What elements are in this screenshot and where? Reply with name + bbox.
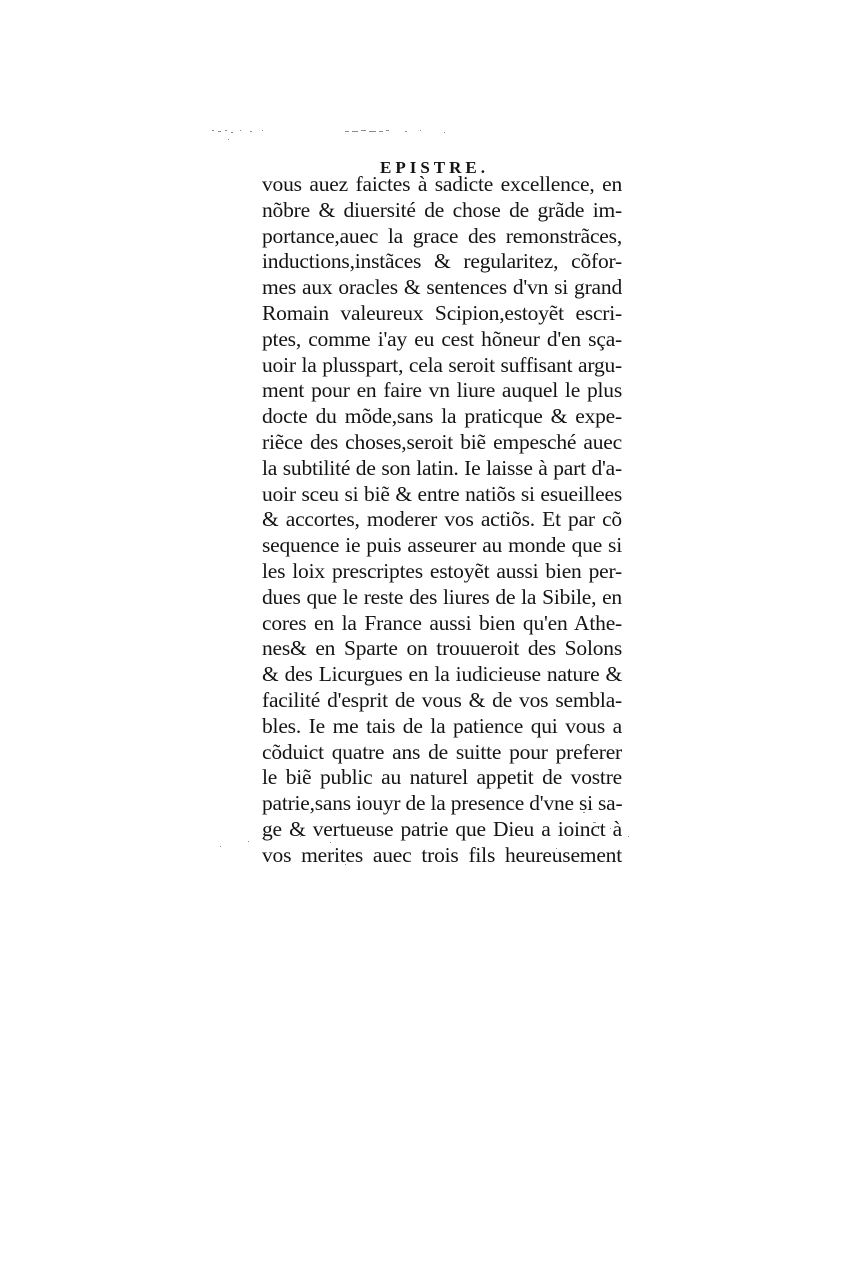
text-line: vos merites auec trois fils heureusement: [262, 842, 622, 867]
text-line: uoir sceu si biẽ & entre natiõs si esueillees: [262, 481, 622, 506]
text-line: & accortes, moderer vos actiõs. Et par cõ: [262, 507, 622, 532]
text-line: & des Licurgues en la iudicieuse nature &: [262, 662, 622, 687]
text-line: ment pour en faire vn liure auquel le plus: [262, 378, 622, 403]
text-line: uoir la plusspart, cela seroit suffisant argu-: [262, 352, 622, 377]
text-line: cores en la France aussi bien qu'en Athe-: [262, 610, 622, 635]
text-line: nes& en Sparte on trouueroit des Solons: [262, 636, 622, 661]
body-text: [262, 172, 622, 869]
text-line: dues que le reste des liures de la Sibile, en: [262, 584, 622, 609]
text-line: Romain valeureux Scipion,estoyẽt escri-: [262, 300, 622, 325]
text-line: mes aux oracles & sentences d'vn si grand: [262, 275, 622, 300]
text-line: docte du mõde,sans la praticque & expe-: [262, 404, 622, 429]
running-head: EPISTRE.: [380, 158, 489, 177]
text-line: les loix prescriptes estoyẽt aussi bien per-: [262, 558, 622, 583]
text-line: bles. Ie me tais de la patience qui vous a: [262, 713, 622, 738]
text-line: portance,auec la grace des remonstrãces,: [262, 223, 622, 248]
text-line: ptes, comme i'ay eu cest hõneur d'en sça-: [262, 326, 622, 351]
text-line: vous auez faictes à sadicte excellence, en: [262, 172, 622, 196]
text-line: facilité d'esprit de vous & de vos sembla-: [262, 687, 622, 712]
text-line: ge & vertueuse patrie que Dieu a ioinct à: [262, 816, 622, 841]
text-line: la subtilité de son latin. Ie laisse à part d'a-: [262, 455, 622, 480]
text-line: sequence ie puis asseurer au monde que si: [262, 533, 622, 558]
text-line: le biẽ public au naturel appetit de vostre: [262, 765, 622, 790]
text-line: patrie,sans iouyr de la presence d'vne si sa-: [262, 791, 623, 816]
text-line: cõduict quatre ans de suitte pour preferer: [262, 739, 622, 764]
text-line: nõbre & diuersité de chose de grãde im-: [262, 197, 622, 222]
text-line: riẽce des choses,seroit biẽ empesché auec: [262, 429, 622, 454]
text-line: inductions,instãces & regularitez, cõfor-: [262, 249, 622, 274]
